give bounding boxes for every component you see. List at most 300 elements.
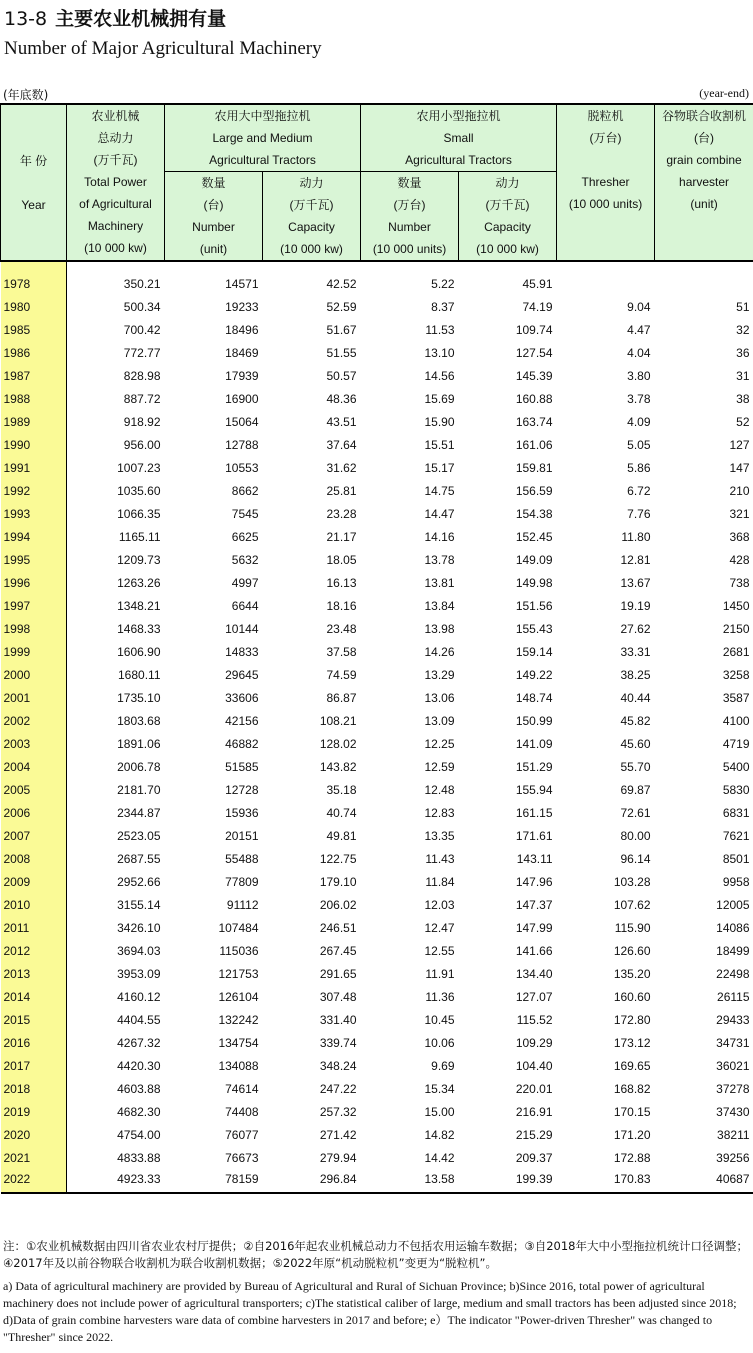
large-capacity-cell: 51.55 xyxy=(326,346,357,360)
year-cell: 2020 xyxy=(1,1119,67,1142)
small-number-cell: 12.03 xyxy=(424,898,455,912)
thresher-cell: 169.65 xyxy=(613,1059,651,1073)
table-row xyxy=(1,820,753,843)
thresher-cell: 38.25 xyxy=(620,668,651,682)
header-harvester: 谷物联合收割机 (台) grain combine harvester (unit) xyxy=(655,104,753,261)
year-cell: 2021 xyxy=(1,1142,67,1165)
spacer-row xyxy=(1,261,753,268)
thresher-cell: 160.60 xyxy=(613,990,651,1004)
total-power-cell: 1891.06 xyxy=(117,737,161,751)
small-number-cell: 13.84 xyxy=(424,599,455,613)
large-number-cell: 10144 xyxy=(225,622,259,636)
small-number-cell: 15.51 xyxy=(424,438,455,452)
large-capacity-cell: 37.64 xyxy=(326,438,357,452)
harvester-cell: 37278 xyxy=(716,1082,750,1096)
year-cell: 2016 xyxy=(1,1027,67,1050)
table-row xyxy=(1,912,753,935)
total-power-cell: 887.72 xyxy=(123,392,161,406)
small-number-cell: 12.55 xyxy=(424,944,455,958)
large-capacity-cell: 267.45 xyxy=(319,944,357,958)
year-cell: 2003 xyxy=(1,728,67,751)
small-capacity-cell: 104.40 xyxy=(515,1059,553,1073)
table-row xyxy=(1,636,753,659)
small-number-cell: 5.22 xyxy=(431,277,455,291)
harvester-cell: 3258 xyxy=(722,668,750,682)
harvester-cell: 29433 xyxy=(716,1013,750,1027)
small-capacity-cell: 161.06 xyxy=(515,438,553,452)
table-row xyxy=(1,1027,753,1050)
small-number-cell: 14.47 xyxy=(424,507,455,521)
thresher-cell: 172.80 xyxy=(613,1013,651,1027)
large-number-cell: 14833 xyxy=(225,645,259,659)
small-capacity-cell: 159.81 xyxy=(515,461,553,475)
harvester-cell: 37430 xyxy=(716,1105,750,1119)
small-capacity-cell: 151.56 xyxy=(515,599,553,613)
year-cell: 2008 xyxy=(1,843,67,866)
total-power-cell: 1803.68 xyxy=(117,714,161,728)
small-number-cell: 12.25 xyxy=(424,737,455,751)
large-number-cell: 78159 xyxy=(165,1165,263,1193)
large-capacity-cell: 23.48 xyxy=(326,622,357,636)
small-number-cell: 15.00 xyxy=(424,1105,455,1119)
large-capacity-cell: 42.52 xyxy=(326,277,357,291)
table-row xyxy=(1,705,753,728)
total-power-cell: 772.77 xyxy=(123,346,161,360)
total-power-cell: 4603.88 xyxy=(117,1082,161,1096)
table-row xyxy=(1,1119,753,1142)
large-capacity-cell: 16.13 xyxy=(326,576,357,590)
thresher-cell: 80.00 xyxy=(620,829,651,843)
small-number-cell: 12.48 xyxy=(424,783,455,797)
large-number-cell: 12728 xyxy=(225,783,259,797)
small-capacity-cell: 151.29 xyxy=(515,760,553,774)
large-number-cell: 29645 xyxy=(225,668,259,682)
small-number-cell: 12.83 xyxy=(424,806,455,820)
year-cell: 2012 xyxy=(1,935,67,958)
total-power-cell: 3953.09 xyxy=(117,967,161,981)
large-capacity-cell: 51.67 xyxy=(326,323,357,337)
table-body xyxy=(1,261,753,1193)
small-capacity-cell: 115.52 xyxy=(516,1013,553,1027)
table-row xyxy=(1,958,753,981)
table-row xyxy=(1,268,753,291)
thresher-cell: 170.83 xyxy=(557,1165,655,1193)
table-row xyxy=(1,291,753,314)
small-capacity-cell: 141.66 xyxy=(515,944,553,958)
total-power-cell: 2952.66 xyxy=(117,875,161,889)
harvester-cell: 321 xyxy=(729,507,750,521)
harvester-cell: 38 xyxy=(736,392,750,406)
table-row xyxy=(1,452,753,475)
small-number-cell: 14.82 xyxy=(424,1128,455,1142)
small-number-cell: 15.69 xyxy=(424,392,455,406)
table-row xyxy=(1,659,753,682)
small-capacity-cell: 127.54 xyxy=(515,346,553,360)
large-capacity-cell: 206.02 xyxy=(319,898,357,912)
header-small-number: 数量 (万台) Number (10 000 units) xyxy=(361,172,459,262)
harvester-cell: 12005 xyxy=(716,898,750,912)
thresher-cell: 45.60 xyxy=(620,737,651,751)
thresher-cell: 9.04 xyxy=(627,300,651,314)
harvester-cell: 5400 xyxy=(722,760,750,774)
large-capacity-cell: 40.74 xyxy=(326,806,357,820)
thresher-cell: 19.19 xyxy=(620,599,651,613)
small-number-cell: 14.75 xyxy=(424,484,455,498)
large-number-cell: 77809 xyxy=(225,875,259,889)
year-cell: 2001 xyxy=(1,682,67,705)
header-total-power: 农业机械 总动力 (万千瓦) Total Power of Agricultural Machinery (10 000 kw) xyxy=(67,104,165,261)
small-capacity-cell: 134.40 xyxy=(515,967,553,981)
thresher-cell: 55.70 xyxy=(620,760,651,774)
total-power-cell: 828.98 xyxy=(123,369,161,383)
large-capacity-cell: 49.81 xyxy=(326,829,357,843)
small-number-cell: 13.58 xyxy=(361,1165,459,1193)
total-power-cell: 2523.05 xyxy=(117,829,161,843)
harvester-cell: 34731 xyxy=(716,1036,750,1050)
year-cell: 1998 xyxy=(1,613,67,636)
thresher-cell: 173.12 xyxy=(613,1036,651,1050)
thresher-cell: 5.05 xyxy=(627,438,651,452)
table-row xyxy=(1,498,753,521)
table-row xyxy=(1,889,753,912)
large-capacity-cell: 48.36 xyxy=(326,392,357,406)
large-capacity-cell: 143.82 xyxy=(319,760,357,774)
large-capacity-cell: 21.17 xyxy=(326,530,357,544)
spacer-cell xyxy=(361,261,459,268)
thresher-cell: 107.62 xyxy=(613,898,651,912)
year-cell: 2019 xyxy=(1,1096,67,1119)
small-capacity-cell: 209.37 xyxy=(515,1151,553,1165)
table-header xyxy=(1,104,753,261)
thresher-cell: 3.80 xyxy=(627,369,651,383)
harvester-cell: 147 xyxy=(729,461,750,475)
total-power-cell: 1680.11 xyxy=(118,668,161,682)
year-cell: 2010 xyxy=(1,889,67,912)
small-number-cell: 13.81 xyxy=(424,576,455,590)
large-number-cell: 18496 xyxy=(225,323,259,337)
harvester-cell: 51 xyxy=(736,300,750,314)
table-row xyxy=(1,544,753,567)
large-capacity-cell: 296.84 xyxy=(263,1165,361,1193)
harvester-cell: 36021 xyxy=(716,1059,750,1073)
harvester-cell: 40687 xyxy=(655,1165,753,1193)
total-power-cell: 1066.35 xyxy=(117,507,161,521)
year-cell: 2009 xyxy=(1,866,67,889)
harvester-cell: 3587 xyxy=(722,691,750,705)
large-number-cell: 12788 xyxy=(225,438,259,452)
year-cell: 2005 xyxy=(1,774,67,797)
small-number-cell: 13.35 xyxy=(424,829,455,843)
total-power-cell: 3694.03 xyxy=(117,944,161,958)
total-power-cell: 1209.73 xyxy=(117,553,161,567)
harvester-cell: 36 xyxy=(736,346,750,360)
total-power-cell: 3155.14 xyxy=(117,898,161,912)
header-large-capacity: 动力 (万千瓦) Capacity (10 000 kw) xyxy=(263,172,361,262)
thresher-cell: 4.04 xyxy=(627,346,651,360)
large-number-cell: 15936 xyxy=(225,806,259,820)
thresher-cell xyxy=(557,268,655,291)
small-capacity-cell: 156.59 xyxy=(515,484,553,498)
small-capacity-cell: 149.22 xyxy=(515,668,553,682)
table-row xyxy=(1,728,753,751)
thresher-cell: 4.47 xyxy=(627,323,651,337)
small-number-cell: 14.56 xyxy=(424,369,455,383)
table-row xyxy=(1,521,753,544)
harvester-cell: 18499 xyxy=(716,944,750,958)
year-cell: 1987 xyxy=(1,360,67,383)
small-number-cell: 11.43 xyxy=(425,852,455,866)
small-capacity-cell: 149.09 xyxy=(515,553,553,567)
small-number-cell: 8.37 xyxy=(431,300,455,314)
year-cell: 2018 xyxy=(1,1073,67,1096)
small-capacity-cell: 159.14 xyxy=(515,645,553,659)
notes-en: a) Data of agricultural machinery are provided by Bureau of Agricultural and Rural of Sichuan Province; b)Since 2016, total power of agricultural machinery does not include power of agricultural transporters; c)The statistical caliber of large, medium and small tractors has been adjusted since 2018; d)Data of grain combine harvesters ware data of combine harvesters in 2017 and before; e）The indicator "Power-driven Thresher" was changed to "Thresher" since 2022. xyxy=(3,1279,737,1344)
small-number-cell: 11.53 xyxy=(425,323,455,337)
year-cell: 1991 xyxy=(1,452,67,475)
large-capacity-cell: 271.42 xyxy=(319,1128,357,1142)
year-cell: 1994 xyxy=(1,521,67,544)
year-cell: 2011 xyxy=(1,912,67,935)
small-capacity-cell: 45.91 xyxy=(522,277,553,291)
total-power-cell: 918.92 xyxy=(123,415,161,429)
thresher-cell: 172.88 xyxy=(613,1151,651,1165)
harvester-cell: 7621 xyxy=(722,829,750,843)
small-number-cell: 12.47 xyxy=(424,921,455,935)
thresher-cell: 5.86 xyxy=(627,461,651,475)
thresher-cell: 69.87 xyxy=(620,783,651,797)
large-capacity-cell: 179.10 xyxy=(319,875,357,889)
large-capacity-cell: 331.40 xyxy=(319,1013,357,1027)
harvester-cell: 368 xyxy=(729,530,750,544)
small-capacity-cell: 74.19 xyxy=(522,300,553,314)
total-power-cell: 1606.90 xyxy=(117,645,161,659)
small-number-cell: 12.59 xyxy=(424,760,455,774)
table-row xyxy=(1,1142,753,1165)
thresher-cell: 45.82 xyxy=(620,714,651,728)
large-capacity-cell: 339.74 xyxy=(319,1036,357,1050)
large-number-cell: 5632 xyxy=(231,553,259,567)
small-number-cell: 15.17 xyxy=(424,461,455,475)
small-capacity-cell: 141.09 xyxy=(515,737,553,751)
total-power-cell: 4267.32 xyxy=(117,1036,161,1050)
small-number-cell: 15.34 xyxy=(424,1082,455,1096)
header-large-tractors: 农用大中型拖拉机 Large and Medium Agricultural Tractors xyxy=(165,104,361,172)
large-number-cell: 76077 xyxy=(225,1128,259,1142)
table-row xyxy=(1,682,753,705)
thresher-cell: 11.80 xyxy=(621,530,651,544)
large-capacity-cell: 25.81 xyxy=(326,484,357,498)
year-cell: 2014 xyxy=(1,981,67,1004)
table-row xyxy=(1,613,753,636)
total-power-cell: 1735.10 xyxy=(117,691,161,705)
harvester-cell: 6831 xyxy=(722,806,750,820)
spacer-cell xyxy=(557,261,655,268)
total-power-cell: 1165.11 xyxy=(118,530,161,544)
year-cell: 2000 xyxy=(1,659,67,682)
total-power-cell: 500.34 xyxy=(123,300,161,314)
large-number-cell: 134754 xyxy=(218,1036,259,1050)
harvester-cell: 52 xyxy=(736,415,750,429)
title-cn-text: 主要农业机械拥有量 xyxy=(55,8,227,30)
total-power-cell: 2181.70 xyxy=(117,783,161,797)
large-capacity-cell: 23.28 xyxy=(326,507,357,521)
large-number-cell: 74408 xyxy=(225,1105,259,1119)
harvester-cell: 26115 xyxy=(717,990,750,1004)
thresher-cell: 13.67 xyxy=(620,576,651,590)
small-number-cell: 15.90 xyxy=(424,415,455,429)
small-number-cell: 10.45 xyxy=(424,1013,455,1027)
small-capacity-cell: 143.11 xyxy=(516,852,553,866)
table-row xyxy=(1,1004,753,1027)
large-number-cell: 17939 xyxy=(225,369,259,383)
year-cell: 2022 xyxy=(1,1165,67,1193)
table-row xyxy=(1,935,753,958)
total-power-cell: 956.00 xyxy=(123,438,161,452)
machinery-table xyxy=(0,103,753,1194)
year-cell: 1986 xyxy=(1,337,67,360)
thresher-cell: 103.28 xyxy=(613,875,651,889)
large-number-cell: 132242 xyxy=(218,1013,259,1027)
spacer-cell xyxy=(459,261,557,268)
harvester-cell: 4100 xyxy=(722,714,750,728)
harvester-cell: 4719 xyxy=(722,737,750,751)
table-row xyxy=(1,797,753,820)
large-capacity-cell: 52.59 xyxy=(326,300,357,314)
thresher-cell: 7.76 xyxy=(627,507,651,521)
small-capacity-cell: 161.15 xyxy=(515,806,553,820)
small-capacity-cell: 147.96 xyxy=(515,875,553,889)
small-capacity-cell: 109.74 xyxy=(515,323,553,337)
table-row xyxy=(1,751,753,774)
year-cell: 1978 xyxy=(1,268,67,291)
total-power-cell: 2006.78 xyxy=(117,760,161,774)
small-number-cell: 9.69 xyxy=(431,1059,455,1073)
header-small-capacity: 动力 (万千瓦) Capacity (10 000 kw) xyxy=(459,172,557,262)
large-number-cell: 46882 xyxy=(225,737,259,751)
large-capacity-cell: 128.02 xyxy=(319,737,357,751)
small-capacity-cell: 215.29 xyxy=(515,1128,553,1142)
harvester-cell: 127 xyxy=(729,438,750,452)
large-number-cell: 126104 xyxy=(218,990,259,1004)
year-cell: 1992 xyxy=(1,475,67,498)
year-cell: 2004 xyxy=(1,751,67,774)
harvester-cell: 9958 xyxy=(722,875,750,889)
spacer-cell xyxy=(165,261,263,268)
small-capacity-cell: 155.43 xyxy=(515,622,553,636)
large-number-cell: 115036 xyxy=(219,944,259,958)
total-power-cell: 1348.21 xyxy=(117,599,161,613)
large-capacity-cell: 18.05 xyxy=(326,553,357,567)
year-cell: 2017 xyxy=(1,1050,67,1073)
small-number-cell: 10.06 xyxy=(424,1036,455,1050)
small-capacity-cell: 127.07 xyxy=(515,990,553,1004)
harvester-cell: 5830 xyxy=(722,783,750,797)
large-capacity-cell: 74.59 xyxy=(326,668,357,682)
small-number-cell: 13.10 xyxy=(424,346,455,360)
table-row xyxy=(1,843,753,866)
year-cell: 1980 xyxy=(1,291,67,314)
small-capacity-cell: 150.99 xyxy=(515,714,553,728)
page-title-en: Number of Major Agricultural Machinery xyxy=(4,38,322,59)
total-power-cell: 4160.12 xyxy=(117,990,161,1004)
large-capacity-cell: 86.87 xyxy=(326,691,357,705)
thresher-cell: 135.20 xyxy=(613,967,651,981)
large-number-cell: 33606 xyxy=(225,691,259,705)
harvester-cell: 39256 xyxy=(716,1151,750,1165)
large-number-cell: 18469 xyxy=(225,346,259,360)
large-number-cell: 20151 xyxy=(225,829,259,843)
thresher-cell: 115.90 xyxy=(614,921,651,935)
table-row xyxy=(1,360,753,383)
thresher-cell: 3.78 xyxy=(627,392,651,406)
total-power-cell: 700.42 xyxy=(123,323,161,337)
large-capacity-cell: 247.22 xyxy=(319,1082,357,1096)
harvester-cell: 32 xyxy=(736,323,750,337)
large-number-cell: 134088 xyxy=(218,1059,259,1073)
large-number-cell: 6625 xyxy=(231,530,259,544)
total-power-cell: 4833.88 xyxy=(117,1151,161,1165)
small-number-cell: 13.98 xyxy=(424,622,455,636)
table-row xyxy=(1,774,753,797)
year-cell: 2006 xyxy=(1,797,67,820)
spacer-cell xyxy=(1,261,67,268)
large-capacity-cell: 307.48 xyxy=(319,990,357,1004)
total-power-cell: 1468.33 xyxy=(117,622,161,636)
total-power-cell: 4682.30 xyxy=(117,1105,161,1119)
large-number-cell: 7545 xyxy=(231,507,259,521)
harvester-cell: 8501 xyxy=(722,852,750,866)
small-capacity-cell: 152.45 xyxy=(515,530,553,544)
large-number-cell: 121753 xyxy=(218,967,259,981)
small-number-cell: 11.91 xyxy=(425,967,455,981)
large-number-cell: 55488 xyxy=(225,852,259,866)
large-capacity-cell: 246.51 xyxy=(319,921,357,935)
small-capacity-cell: 199.39 xyxy=(459,1165,557,1193)
large-capacity-cell: 279.94 xyxy=(319,1151,357,1165)
total-power-cell: 2687.55 xyxy=(117,852,161,866)
year-cell: 2013 xyxy=(1,958,67,981)
thresher-cell: 72.61 xyxy=(620,806,651,820)
large-number-cell: 91112 xyxy=(226,898,259,912)
large-capacity-cell: 31.62 xyxy=(326,461,357,475)
table-number: 13-8 xyxy=(4,8,48,30)
table-row xyxy=(1,1073,753,1096)
small-number-cell: 14.42 xyxy=(424,1151,455,1165)
year-cell: 1999 xyxy=(1,636,67,659)
total-power-cell: 3426.10 xyxy=(117,921,161,935)
thresher-cell: 6.72 xyxy=(627,484,651,498)
thresher-cell: 27.62 xyxy=(620,622,651,636)
year-cell: 2015 xyxy=(1,1004,67,1027)
large-capacity-cell: 108.21 xyxy=(319,714,357,728)
small-capacity-cell: 216.91 xyxy=(515,1105,553,1119)
large-number-cell: 10553 xyxy=(225,461,259,475)
harvester-cell: 38211 xyxy=(717,1128,750,1142)
small-number-cell: 13.29 xyxy=(424,668,455,682)
large-number-cell: 76673 xyxy=(225,1151,259,1165)
small-number-cell: 13.78 xyxy=(424,553,455,567)
thresher-cell: 96.14 xyxy=(620,852,651,866)
large-number-cell: 19233 xyxy=(225,300,259,314)
year-cell: 1993 xyxy=(1,498,67,521)
harvester-cell xyxy=(655,268,753,291)
large-capacity-cell: 37.58 xyxy=(326,645,357,659)
small-number-cell: 13.09 xyxy=(424,714,455,728)
table-row xyxy=(1,406,753,429)
table-row xyxy=(1,866,753,889)
small-capacity-cell: 160.88 xyxy=(515,392,553,406)
table-row xyxy=(1,567,753,590)
